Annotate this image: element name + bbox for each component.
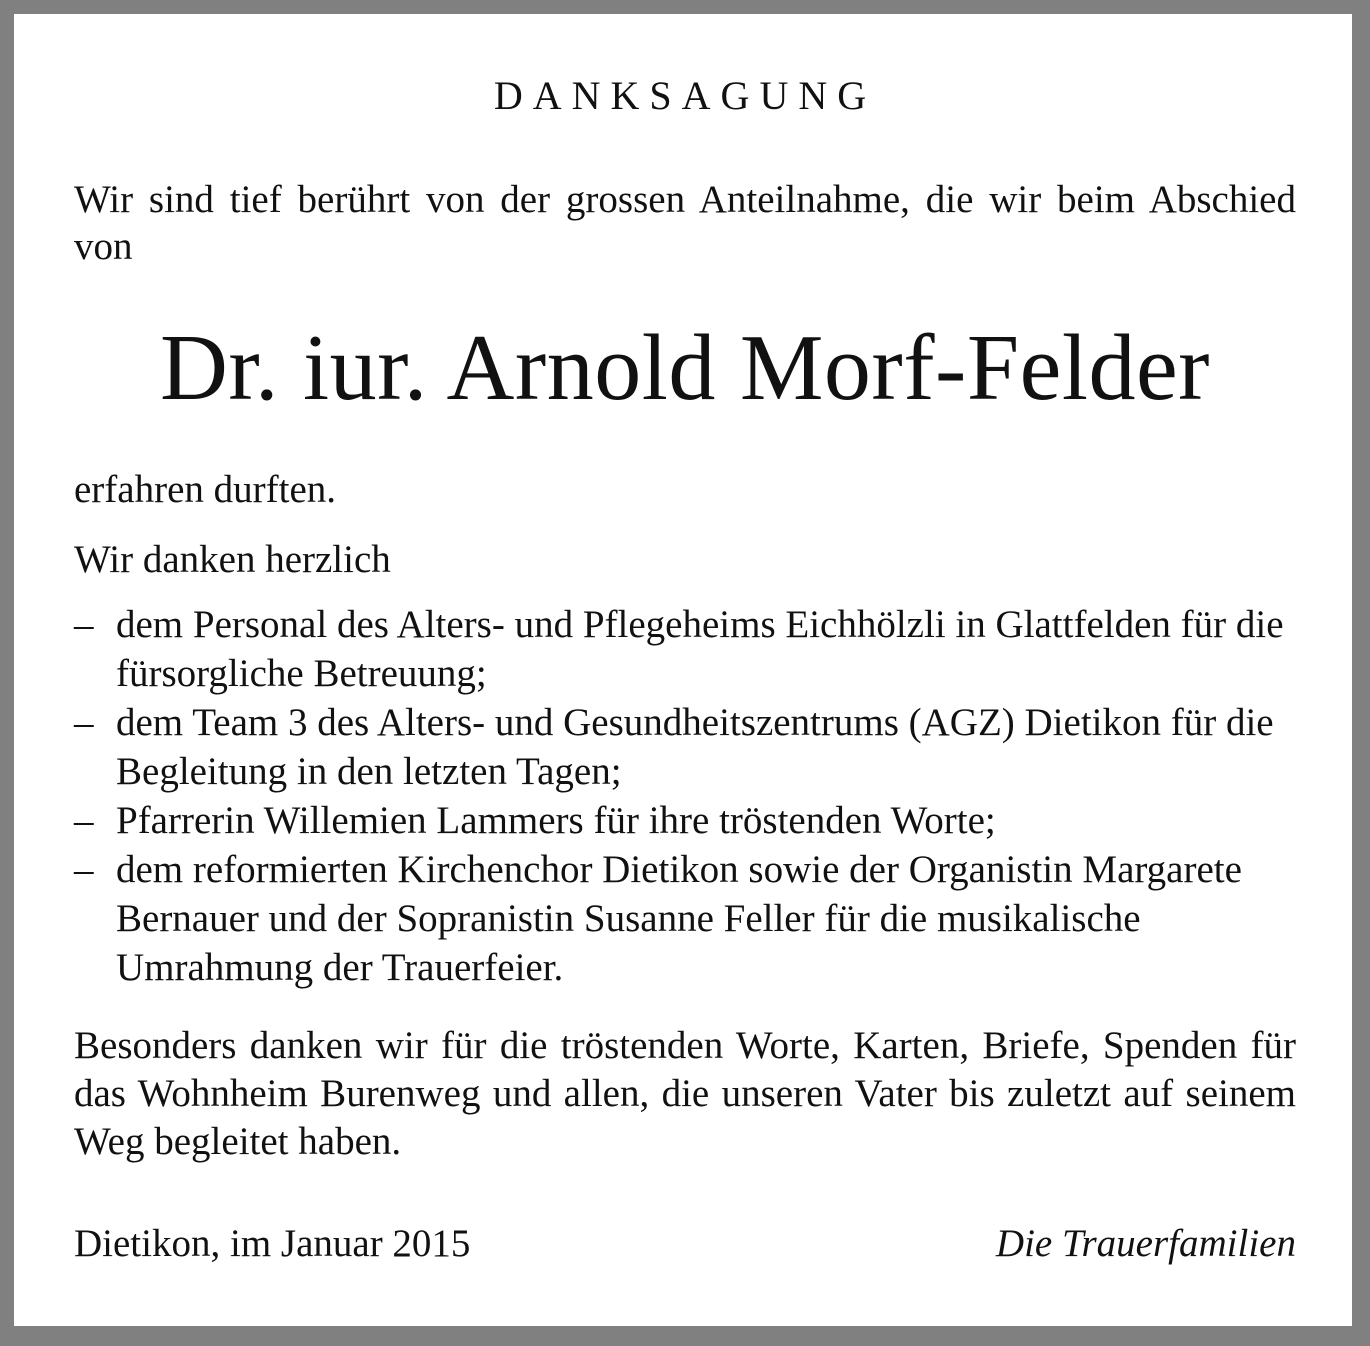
thanks-item-text: dem Personal des Alters- und Pflegeheims Eichhölzli in Glattfelden für die fürsorgliche Betreuung; xyxy=(116,603,1284,695)
thanks-item xyxy=(74,698,1316,796)
place-date: Dietikon, im Januar 2015 xyxy=(74,1222,471,1265)
intro-paragraph: Wir sind tief berührt von der grossen Anteilnahme, die wir beim Abschied von xyxy=(74,178,1296,268)
thanks-intro: Wir danken herzlich xyxy=(74,538,391,581)
dash-bullet: – xyxy=(74,799,94,842)
deceased-name: Dr. iur. Arnold Morf-Felder xyxy=(160,316,1210,420)
thanks-item xyxy=(74,600,1296,698)
notice-heading: DANKSAGUNG xyxy=(493,73,877,118)
thanks-item-text: dem reformierten Kirchenchor Dietikon sowie der Organistin Margarete Bernauer und der Sopranistin Susanne Feller für die musikalische Umrahmung der Trauerfeier. xyxy=(116,848,1242,989)
thanks-item xyxy=(74,796,1314,845)
thanks-item-text: dem Team 3 des Alters- und Gesundheitszentrums (AGZ) Dietikon für die Begleitung in den letzten Tagen; xyxy=(116,701,1274,793)
thanks-item-text: Pfarrerin Willemien Lammers für ihre tröstenden Worte; xyxy=(116,799,996,842)
after-name-text: erfahren durften. xyxy=(74,468,337,511)
thanks-list xyxy=(74,600,1314,992)
dash-bullet: – xyxy=(74,701,94,744)
signature: Die Trauerfamilien xyxy=(995,1222,1296,1265)
dash-bullet: – xyxy=(74,848,94,891)
closing-paragraph: Besonders danken wir für die tröstenden Worte, Karten, Briefe, Spenden für das Wohnheim Burenweg und allen, die unseren Vater bis zuletzt auf seinem Weg begleitet haben. xyxy=(74,1024,1296,1163)
dash-bullet: – xyxy=(74,603,94,646)
thanks-item xyxy=(74,845,1266,992)
